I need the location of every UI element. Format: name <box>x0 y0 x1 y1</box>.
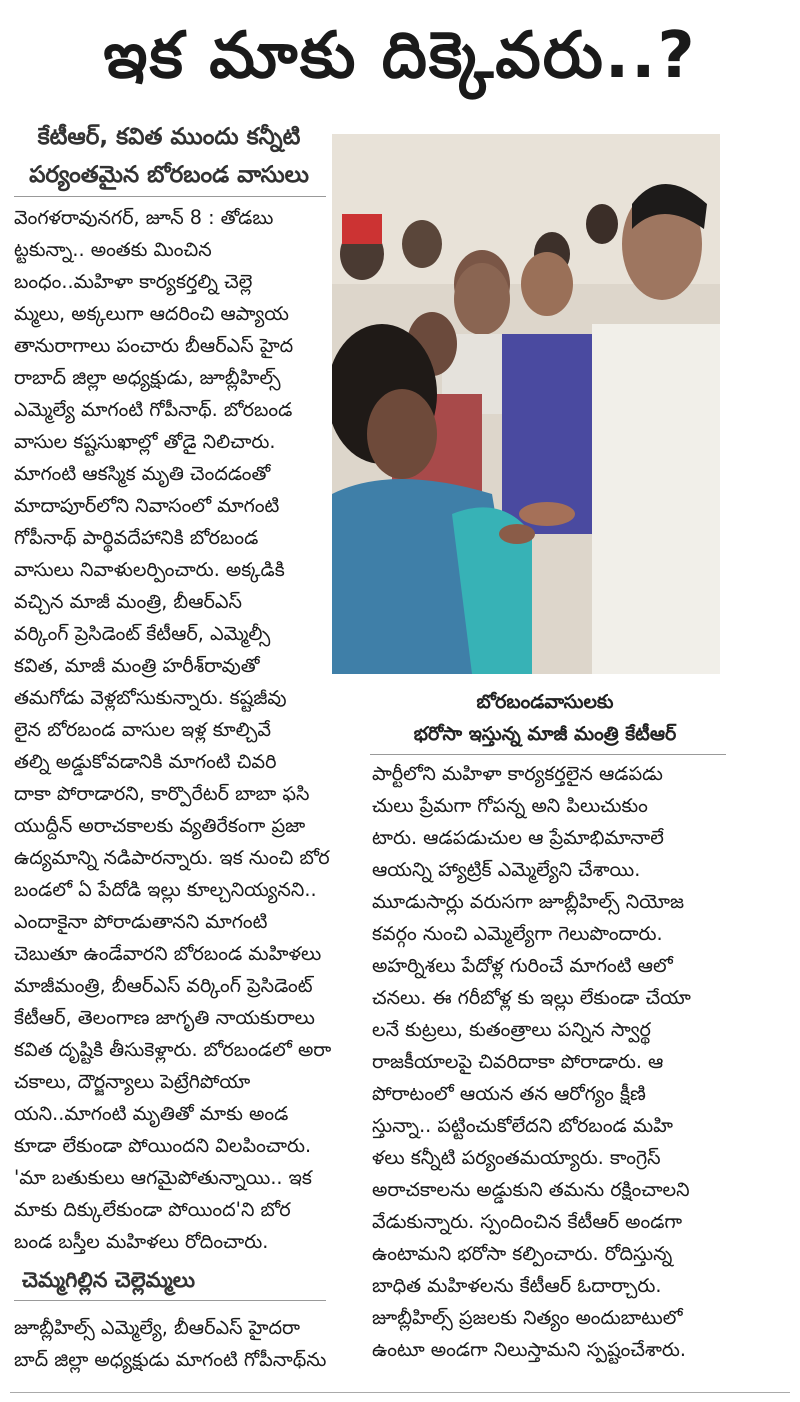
article-text-line: వాసులు నివాళులర్పించారు. అక్కడికి <box>14 558 285 581</box>
article-text-line: టారు. ఆడపడుచుల ఆ ప్రేమాభిమానాలే <box>372 826 664 849</box>
article-text-line: మాదాపూర్‌లోని నివాసంలో మాగంటి <box>14 494 280 517</box>
article-text-line: కవిత, మాజీ మంత్రి హరీశ్‌రావుతో <box>14 654 260 677</box>
article-text-line: పార్టీలోని మహిళా కార్యకర్తలైన ఆడపడు <box>372 762 663 785</box>
article-text-line: ట్టకున్నా.. అంతకు మించిన <box>14 238 212 261</box>
article-text-line: తమగోడు వెళ్లబోసుకున్నారు. కష్టజీవు <box>14 686 287 709</box>
article-left-column <box>14 202 344 1258</box>
caption-line: బోరబండవాసులకు <box>476 691 614 713</box>
caption-divider <box>370 754 726 755</box>
article-text-line: యని..మాగంటి మృతితో మాకు అండ <box>14 1102 289 1125</box>
photo-caption <box>360 686 730 750</box>
article-text-line: గోపీనాథ్ పార్థివదేహానికి బోరబండ <box>14 526 259 549</box>
article-text-line: ఎమ్మెల్యే మాగంటి గోపీనాథ్. బోరబండ <box>14 398 293 421</box>
article-text-line: పోరాటంలో ఆయన తన ఆరోగ్యం క్షీణి <box>372 1082 646 1105</box>
article-text-line: జూబ్లీహిల్స్ ప్రజలకు నిత్యం అందుబాటులో <box>372 1306 683 1329</box>
article-text-line: తల్ని అడ్డుకోవడానికి మాగంటి చివరి <box>14 750 277 773</box>
article-text-line: రాబాద్ జిల్లా అధ్యక్షుడు, జూబ్లీహిల్స్ <box>14 366 281 389</box>
article-text-line: అరాచకాలను అడ్డుకుని తమను రక్షించాలని <box>372 1178 690 1201</box>
section-heading: చెమ్మగిల్లిన చెల్లెమ్మలు <box>22 1268 195 1292</box>
article-text-line: లనే కుట్రలు, కుతంత్రాలు పన్నిన స్వార్థ <box>372 1018 651 1041</box>
article-right-column <box>372 758 722 1366</box>
article-text-line: ఉంటామని భరోసా కల్పించారు. రోదిస్తున్న <box>372 1242 673 1265</box>
caption-line: భరోసా ఇస్తున్న మాజీ మంత్రి కేటీఆర్ <box>413 723 677 745</box>
article-text-line: అహర్నిశలు పేదోళ్ల గురించే మాగంటి ఆలో <box>372 954 673 977</box>
article-text-line: కూడా లేకుండా పోయిందని విలపించారు. <box>14 1134 312 1157</box>
article-text-line: కేటీఆర్, తెలంగాణ జాగృతి నాయకురాలు <box>14 1006 315 1029</box>
article-text-line: ళలు కన్నీటి పర్యంతమయ్యారు. కాంగ్రెస్ <box>372 1146 661 1169</box>
article-text-line: వర్కింగ్ ప్రెసిడెంట్ కేటీఆర్, ఎమ్మెల్సీ <box>14 622 271 645</box>
article-text-line: మూడుసార్లు వరుసగా జూబ్లీహిల్స్ నియోజ <box>372 890 685 913</box>
article-text-line: బండలో ఏ పేదోడి ఇల్లు కూల్చనియ్యనని.. <box>14 878 317 901</box>
article-text-line: 'మా బతుకులు ఆగమైపోతున్నాయి.. ఇక <box>14 1166 312 1189</box>
article-text-line: స్తున్నా.. పట్టించుకోలేదని బోరబండ మహి <box>372 1114 673 1137</box>
article-text-line: రాజకీయాలపై చివరిదాకా పోరాడారు. ఆ <box>372 1050 664 1073</box>
article-text-line: ఉంటూ అండగా నిలుస్తామని స్పష్టంచేశారు. <box>372 1338 687 1361</box>
article-text-line: దాకా పోరాడారని, కార్పొరేటర్ బాబా ఫసి <box>14 782 310 805</box>
article-text-line: మాజీమంత్రి, బీఆర్ఎస్ వర్కింగ్ ప్రెసిడెంట్ <box>14 974 313 997</box>
article-text-line: బండ బస్తీల మహిళలు రోదించారు. <box>14 1230 269 1253</box>
article-text-line: కవర్గం నుంచి ఎమ్మెల్యేగా గెలుపొందారు. <box>372 922 663 945</box>
bottom-rule <box>10 1392 790 1393</box>
article-left-column-tail <box>14 1312 344 1376</box>
article-text-line: మాకు దిక్కులేకుండా పోయింద'ని బోర <box>14 1198 291 1221</box>
article-text-line: లైన బోరబండ వాసుల ఇళ్ల కూల్చివే <box>14 718 272 741</box>
article-text-line: కవిత దృష్టికి తీసుకెళ్లారు. బోరబండలో అరా <box>14 1038 332 1061</box>
subheadline-line: కేటీఆర్, కవిత ముందు కన్నీటి <box>37 124 301 150</box>
article-text-line: బాధిత మహిళలను కేటీఆర్ ఓదార్చారు. <box>372 1274 662 1297</box>
article-text-line: ఆయన్ని హ్యాట్రిక్ ఎమ్మెల్యేని చేశాయి. <box>372 858 641 881</box>
subheadline-divider <box>14 196 326 197</box>
article-text-line: వెంగళరావునగర్, జూన్ 8 : తోడబు <box>14 206 274 229</box>
article-text-line: ఎందాకైనా పోరాడుతానని మాగంటి <box>14 910 268 933</box>
section-heading-divider <box>14 1300 326 1301</box>
article-text-line: వచ్చిన మాజీ మంత్రి, బీఆర్ఎస్ <box>14 590 243 613</box>
article-text-line: బంధం..మహిళా కార్యకర్తల్ని చెల్లె <box>14 270 253 293</box>
news-photo <box>332 134 720 674</box>
article-text-line: వాసుల కష్టసుఖాల్లో తోడై నిలిచారు. <box>14 430 276 453</box>
article-text-line: యుద్దీన్ అరాచకాలకు వ్యతిరేకంగా ప్రజా <box>14 814 306 837</box>
article-text-line: మ్మలు, అక్కలుగా ఆదరించి ఆప్యాయ <box>14 302 289 325</box>
article-text-line: చులు ప్రేమగా గోపన్న అని పిలుచుకుం <box>372 794 648 817</box>
article-text-line: చనలు. ఈ గరీబోళ్ల కు ఇల్లు లేకుండా చేయా <box>372 986 691 1009</box>
subheadline <box>10 118 328 194</box>
article-text-line: మాగంటి ఆకస్మిక మృతి చెందడంతో <box>14 462 271 485</box>
headline: ఇక మాకు దిక్కెవరు..? <box>103 19 697 93</box>
article-text-line: వేడుకున్నారు. స్పందించిన కేటీఆర్ అండగా <box>372 1210 683 1233</box>
subheadline-line: పర్యంతమైన బోరబండ వాసులు <box>29 162 309 188</box>
article-text-line: బాద్ జిల్లా అధ్యక్షుడు మాగంటి గోపీనాథ్‌ను <box>14 1348 327 1371</box>
article-text-line: తానురాగాలు పంచారు బీఆర్ఎస్ హైద <box>14 334 294 357</box>
article-text-line: ఉద్యమాన్ని నడిపారన్నారు. ఇక నుంచి బోర <box>14 846 330 869</box>
article-text-line: చెబుతూ ఉండేవారని బోరబండ మహిళలు <box>14 942 322 965</box>
article-text-line: చకాలు, దౌర్జన్యాలు పెట్రేగిపోయా <box>14 1070 251 1093</box>
article-text-line: జూబ్లీహిల్స్ ఎమ్మెల్యే, బీఆర్ఎస్ హైదరా <box>14 1316 301 1339</box>
